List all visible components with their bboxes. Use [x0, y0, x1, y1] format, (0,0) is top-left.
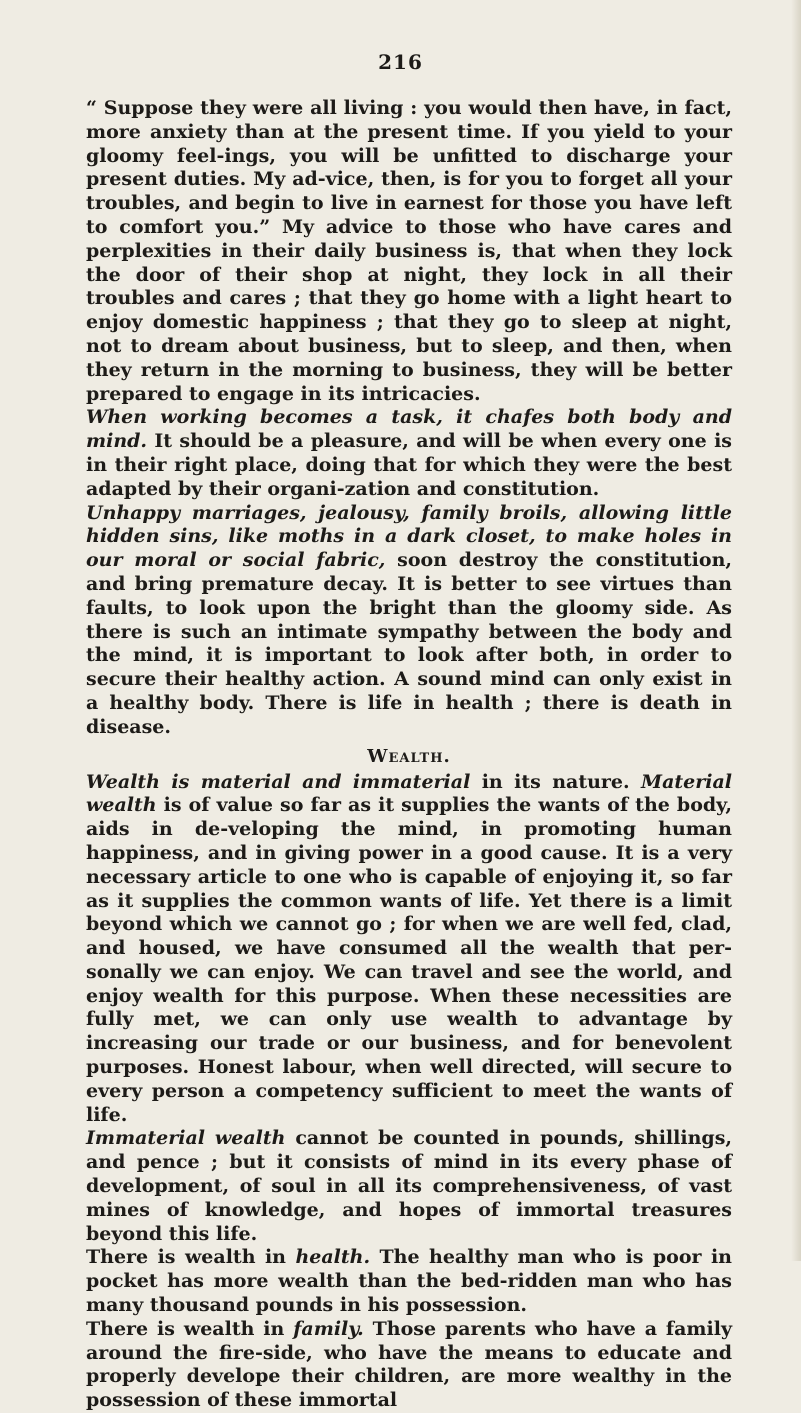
paragraph-wealth-health — [86, 1246, 732, 1317]
paragraph-unhappy — [86, 502, 732, 740]
paragraph-text: It should be a pleasure, and will be when every one is in their right place, doing that for which they were the best adapted by their organi-zation and constitution. — [86, 430, 732, 500]
paragraph-text: “ Suppose they were all living : you would then have, in fact, more anxiety than at the present time. If you yield to your gloomy feel-ings, you will be unfitted to discharge your present duties. My ad-vice, then, is for you to forget all your troubles, and begin to live in earnest for those you have left to comfort you.” My advice to those who have cares and perplexities in their daily business is, that when they lock the door of their shop at night, they lock in all their troubles and cares ; that they go home with a light heart to enjoy domestic happiness ; that they go to sleep at night, not to dream about business, but to sleep, and then, when they return in the morning to business, they will be better prepared to engage in its intricacies. — [86, 97, 732, 405]
paragraph-text: cannot be counted in pounds, shillings, and pence ; but it consists of mind in its every phase of development, of soul in all its comprehensiveness, of vast mines of knowledge, and hopes of immortal treasures beyond this life. — [86, 1127, 733, 1245]
italic-phrase: Material wealth — [86, 770, 732, 817]
italic-phrase: health. — [295, 1246, 371, 1269]
paragraph-text: There is wealth in — [86, 1317, 294, 1340]
italic-phrase: family. — [293, 1317, 364, 1340]
paragraph-wealth-immaterial — [86, 1127, 732, 1246]
paragraph-text: Those parents who have a family around the fire-side, who have the means to educate and properly develope their children, are more wealthy in the possession of these immortal — [86, 1317, 732, 1412]
page-number: 216 — [378, 50, 423, 74]
paragraph-text: is of value so far as it supplies the wants of the body, aids in de-veloping the mind, in promoting human happiness, and in giving power in a good cause. It is a very necessary article to one who is capable of enjoying it, so far as it supplies the common wants of life. Yet there is a limit beyond which we cannot go ; for when we are well fed, clad, and housed, we have consumed all the wealth that per-sonally we can enjoy. We can travel and see the world, and enjoy wealth for this purpose. When these necessities are fully met, we can only use wealth to advantage by increasing our trade or our business, and for benevolent purposes. Honest labour, when well directed, will secure to every person a competency sufficient to meet the wants of life. — [86, 794, 732, 1126]
paragraph-text: soon destroy the constitution, and bring premature decay. It is better to see virtues than faults, to look upon the bright than the gloomy side. As there is such an intimate sympathy between the body and the mind, it is important to look after both, in order to secure their healthy action. A sound mind can only exist in a healthy body. There is life in health ; there is death in disease. — [86, 549, 733, 738]
paragraph-wealth-material — [86, 771, 732, 1128]
section-heading-wealth: Wealth. — [367, 745, 451, 767]
page-edge-shadow — [791, 0, 801, 1261]
paragraph-working — [86, 406, 732, 501]
paragraph-text: There is wealth in — [86, 1246, 296, 1269]
body-text — [86, 97, 732, 1413]
paragraph-text: The healthy man who is poor in pocket has more wealth than the bed-ridden man who has many thousand pounds in his possession. — [86, 1246, 732, 1317]
paragraph-text: in its nature. — [470, 770, 642, 793]
italic-lead: Unhappy marriages, jealousy, family broils, allowing little hidden sins, like moths in a dark closet, to make holes in our moral or social fabric, — [86, 501, 732, 572]
italic-lead: When working becomes a task, it chafes both body and mind. — [86, 406, 732, 453]
paragraph-wealth-family — [86, 1318, 732, 1413]
italic-lead: Immaterial wealth — [86, 1127, 286, 1150]
italic-lead: Wealth is material and immaterial — [86, 770, 471, 793]
paragraph-suppose — [86, 97, 732, 406]
